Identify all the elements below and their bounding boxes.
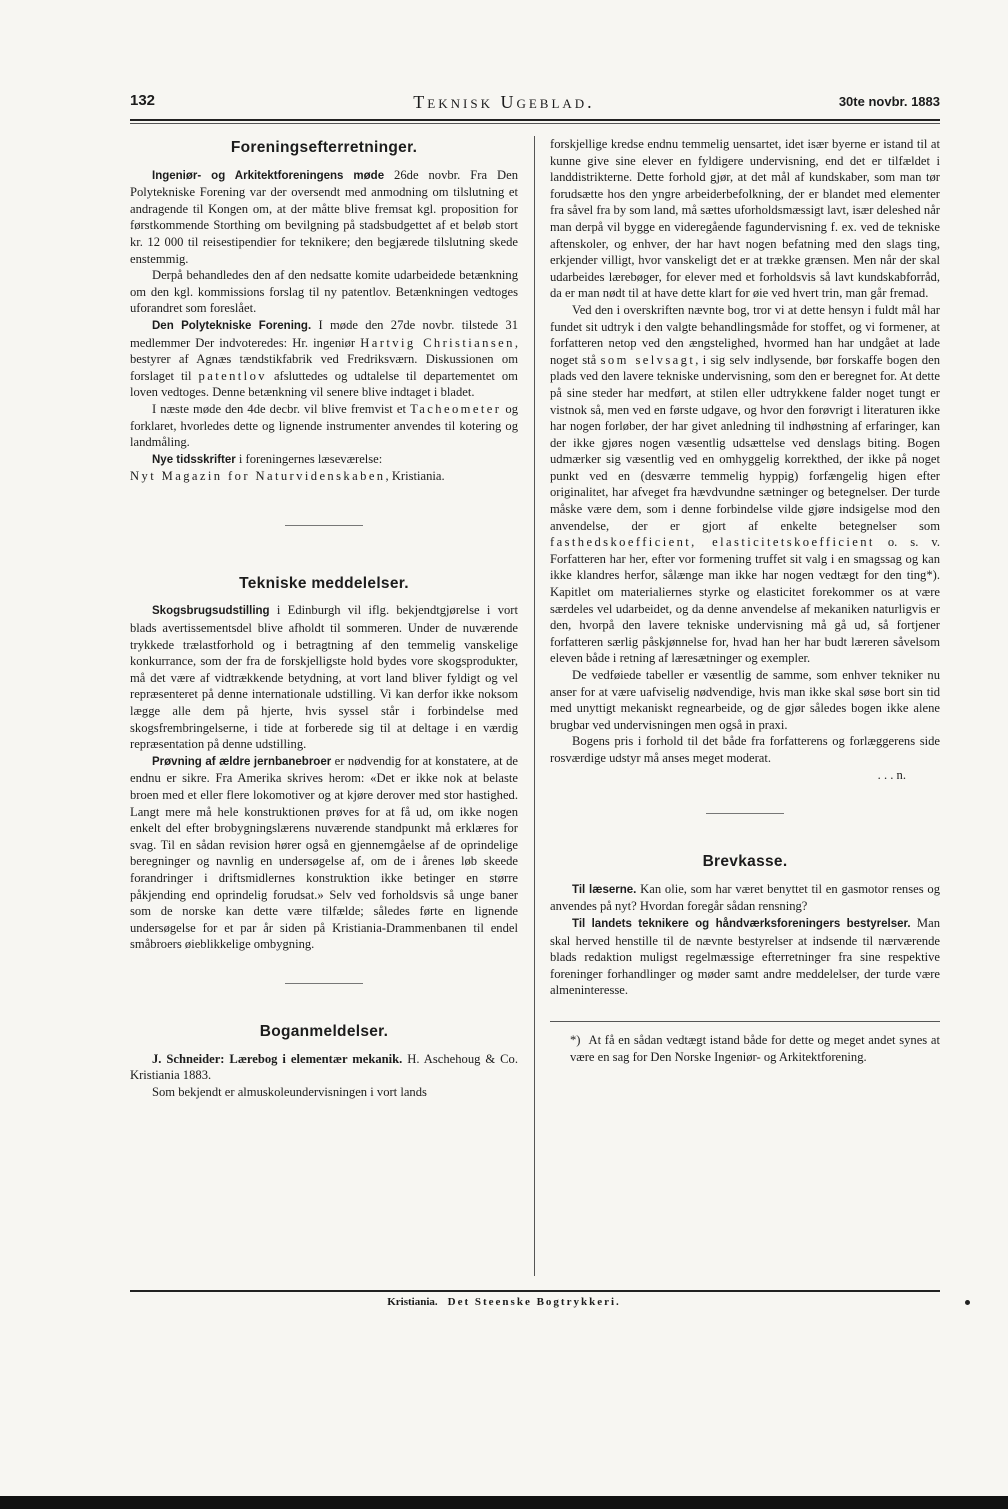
header-rule [130,119,940,121]
issue-date: 30te novbr. 1883 [838,94,940,109]
paragraph [130,1051,518,1084]
lead-text: Den Polytekniske Forening. [152,319,312,332]
section-heading-foreninger: Foreningsefterretninger. [230,139,418,156]
section-divider [285,525,363,526]
paragraph [550,881,940,915]
body-text: i Edinburgh vil iflg. bekjendtgjørelse i vort blads avertissementsdel blive afholdt til sommeren. Under de nuværende trykkede trælastforhold og i betragtning af den temmelig vanskelige konkurrance, som der fra de forskjelligste hold bydes vore skogsprodukter, må det være af vidtrækkende betydning, at vort land bliver fyldigt og vel repræsenteret på denne internationale udstilling. Vi kan derfor ikke noksom lægge alle dem på hjerte, hvis syssel står i forbindelse med skogsfrembringelserne, i tide at forberede sig til at deltage i en værdig repræsentation på denne udstilling. [130,603,518,752]
footnote [550,1032,940,1065]
lead-text: Skogsbrugsudstilling [152,605,270,618]
body-text: , bestyrer af Agnæs tændstikfabrik ved Fredriksværn. Diskussionen om forslaget til [130,335,518,383]
ink-dot [965,1300,970,1305]
paragraph [130,451,518,485]
body-text: i foreningernes læseværelse: [235,451,383,466]
lead-text: Prøvning af ældre jernbanebroer [152,755,332,768]
body-text: afsluttedes og udtalelse til departementet om loven vedtoges. Denne betænkning vil senere blive indtaget i bladet. [130,368,518,400]
paragraph: De vedføiede tabeller er væsentlig de samme, som enhver tekniker nu anser for at være uafviselig nødvendige, hvis man ikke skal søse bort sin tid med unyttigt mekaniskt regnearbeide, og de gjør således bogen ikke alene brugbar ved undervisningen men også in praxi. [550,668,940,732]
spaced-term: som selvsagt [600,352,696,367]
masthead-title: Teknisk Ugeblad. [413,92,595,112]
section-heading-tekniske: Tekniske meddelelser. [239,574,409,592]
paragraph: Bogens pris i forhold til det både fra forfatterens og forlæggerens side rosværdige udstyr må anses meget moderat. [550,734,940,765]
lead-text: Ingeniør- og Arkitektforeningens møde [152,169,385,182]
body-text: , i sig selv indlysende, bør forskaffe bogen den plads ved den lavere tekniske undervisning, som den er beregnet for. At dette på sine steder har medført, at stilen eller udtrykkene falder noget tungt er vistnok så, men ved en første udgave, og hvor den forøvrigt i literaturen ikke har nogen forløber, der har givet anledning til indhøstning af erfaringer, kan der ikke gjøres nogen væsentlig udsættelse ved denslags biting. Bogen udmærker sig væsentlig ved en omhyggelig korrekthed, der ikke på noget punkt ved en (desværre temmelig hyppig) forfængelig higen efter originalitet, har afveget fra hævdvundne sætninger og betegnelser. Der turde måske være dem, som i denne forbindelse vilde gjøre indsigelse mod den anvendelse, der er gjort af enkelte betegnelser som [550,352,940,533]
magazine-title: Nyt Magazin for Naturvidenskaben [130,469,386,484]
paragraph [130,167,518,268]
paragraph [130,401,518,451]
section-divider [706,813,784,814]
body-text: H. Aschehoug & Co. Kristiania 1883. [130,1051,518,1083]
page-number: 132 [130,92,156,109]
printer-line [0,1296,1008,1308]
spaced-term: patentlov [198,368,267,383]
spaced-term: fasthedskoefficient, elasticitetskoefficient [550,535,875,550]
book-title: J. Schneider: Lærebog i elementær mekanik. [152,1051,403,1066]
footnote-mark: *) [570,1032,581,1047]
section-heading-brevkasse: Brevkasse. [702,853,788,871]
footer-rule [130,1290,940,1292]
body-text: I næste møde den 4de decbr. vil blive fremvist et [152,401,411,416]
spaced-term: Tacheometer [410,401,502,416]
section-heading-boganmeldelser: Boganmeldelser. [259,1022,389,1040]
body-text: I møde den 27de novbr. tilstede 31 medlemmer Der indvoteredes: Hr. ingeniør [130,317,518,350]
lead-text: Til læserne. [572,883,637,896]
left-column [130,136,518,1100]
header-rule-thin [130,123,940,124]
paragraph [130,317,518,401]
footnote-rule [550,1021,940,1022]
right-column [550,136,940,1065]
paragraph [130,753,518,953]
footnote-text: At få en sådan vedtægt istand både for dette og meget andet synes at være en sag for Den Norske Ingeniør- og Arkitektforening. [570,1032,940,1064]
spaced-name: Hartvig Christiansen [360,335,515,350]
body-text: og forklaret, hvorledes dette og lignende instrumenter anvendes til kotering og landmåling. [130,401,518,450]
paragraph: Som bekjendt er almuskoleundervisningen i vort lands [152,1084,427,1099]
body-text: Man skal herved henstille til de nævnte bestyrelser at indsende til nærværende blads redaktion muligst regelmæssige efterretninger fra sine respektive foreninger forhandlinger og møder samt andre meddelelser, der turde være almeninteresse. [550,915,940,998]
paragraph [550,915,940,999]
column-divider [534,136,535,1276]
body-text: o. s. v. Forfatteren har her, efter vor formening truffet sit valg i en smagssag og kan ikke klandres herfor, sålænge man ikke har nogen vedtægt for den ting*). Kapitlet om materialiernes styrke og elasticitet forekommer os at være særdeles vel udarbeidet, og da denne anvendelse af mekaniken naturligvis er den, hvorpå den lavere tekniske undervisning må gå ud, så fortjener forfatteren særlig påskjønnelse for, hvad han her har budt læreren såvelsom eleven både i retning af læresætninger og exempler. [550,535,940,666]
body-text: Kan olie, som har været benyttet til en gasmotor renses og anvendes på nyt? Hvordan foregår sådan rensning? [550,881,940,914]
scan-bottom-edge [0,1496,1008,1509]
body-text: 26de novbr. Fra Den Polytekniske Forening var der oversendt med anmodning om tilslutning et andragende til Kongen om, at der måtte blive fremsat kgl. proposition for førstkommende Storthing om bevilgning på stadsbudgettet af et beløb stort kr. 12 000 til reisestipendier for teknikere; den begjærede tilslutning skede enstemmig. [130,167,518,266]
body-text: Ved den i overskriften nævnte bog, tror vi at dette hensyn i fuldt mål har fundet sit udtryk i den valgte behandlingsmåde for stoffet, og vi formener, at forfatteren netop ved den ængstelighed, hvormed han har undgået at lade noget stå [550,302,940,367]
body-text: , Kristiania. [385,469,445,484]
paragraph: Derpå behandledes den af den nedsatte komite udarbeidede betænkning om den kgl. kommissions forslag til ny patentlov. Betænkningen vedtoges uforandret som foreslået. [130,268,518,316]
body-text: er nødvendig for at konstatere, at de endnu er sikre. Fra Amerika skrives herom: «Det er ikke nok at belaste broen med et eller flere lokomotiver og at kjøre derover med stor hastighed. Langt mere må hele konstruktionen prøves for at få ud, om ikke nogen enkelt del efter brobygningslærens nuværende standpunkt må erklæres for svag. Til en sådan revision hører også en gjennemgåelse af de oprindelige beregninger og navnlig en undersøgelse af, om de i årenes løb skeede forandringer i driftsmidlernes konstruktion ikke betinger en større påkjending end oprindelig forudsat.» Selv ved forholdsvis så unge baner som de norske kan dette være tilfælde; således førte en lignende undersøgelse for et par år siden på Kristiania-Drammenbanen til endel småbroers øieblikkelige ombygning. [130,753,519,952]
paragraph [130,602,518,752]
paragraph [550,302,940,667]
printer-city: Kristiania. [387,1296,438,1308]
section-divider [285,983,363,984]
lead-text: Nye tidsskrifter [152,453,236,466]
printer-name: Det Steenske Bogtrykkeri. [447,1296,621,1308]
paragraph: forskjellige kredse endnu temmelig uensartet, idet især byerne er istand til at kunne give sine elever en fyldigere undervisning, end det er tilfældet i landdistrikterne. Dette forhold gjør, at det mål af kundskaber, som man tør forudsætte hos den yngre arbeiderbefolkning, der er blandet med elementer fra såvel fra by som land, må sættes uforholdsmæssigt lavt, især deleshed når man derpå vil bygge en videregående fagundervisning f. ex. ved de tekniske aftenskoler, og enhver, der har havt nogen befatning med den slags ting, erkjender villigt, hvor vanskeligt det er at trække grænsen. Men når der skal udarbeides lærebøger, for elever med et forholdsvis så lavt kundskabforråd, da er man nødt til at have dette klart for øie ved hvert trin, man går fremad. [550,137,940,301]
review-signature: . . . n. [877,767,906,782]
lead-text: Til landets teknikere og håndværksforeningers bestyrelser. [572,917,911,930]
